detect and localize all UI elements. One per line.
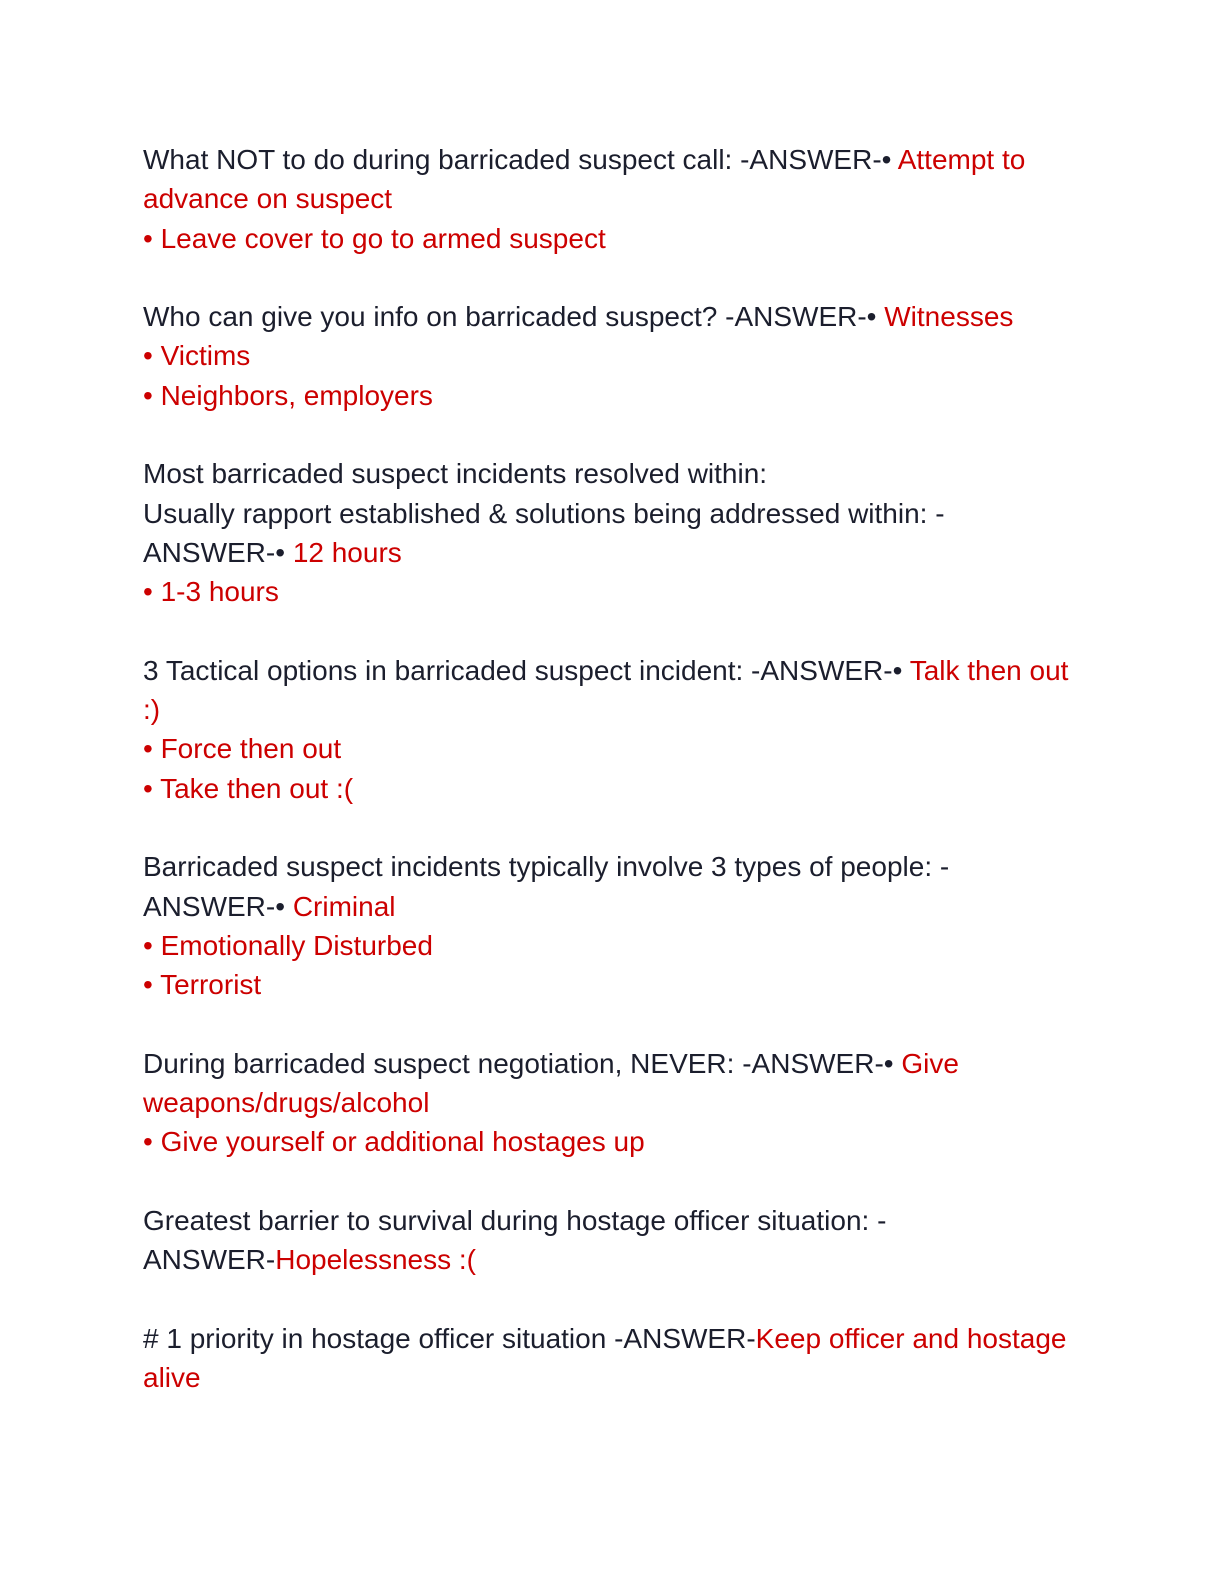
qa-item xyxy=(143,297,1083,415)
answer-bullet: • Take then out :( xyxy=(143,772,354,804)
answer-text: Keep officer and hostage alive xyxy=(143,1322,1067,1394)
answer-bullet: • Leave cover to go to armed suspect xyxy=(143,222,606,254)
document-page xyxy=(143,140,1083,1437)
question-text: Greatest barrier to survival during hostage officer situation: - xyxy=(143,1205,887,1237)
question-text: Barricaded suspect incidents typically involve 3 types of people: - xyxy=(143,851,950,883)
answer-bullet: • 1-3 hours xyxy=(143,576,279,608)
answer-separator: -ANSWER-• xyxy=(734,1047,902,1079)
qa-item xyxy=(143,651,1083,808)
answer-separator: ANSWER- xyxy=(143,1244,276,1276)
question-text: Who can give you info on barricaded suspect? xyxy=(143,301,718,333)
qa-item xyxy=(143,140,1083,258)
answer-text: Criminal xyxy=(292,890,396,922)
question-text: Usually rapport established & solutions being addressed within: - xyxy=(143,497,945,529)
question-text: During barricaded suspect negotiation, NEVER: xyxy=(143,1047,735,1079)
answer-bullet: • Neighbors, employers xyxy=(143,379,433,411)
answer-text: Hopelessness :( xyxy=(275,1244,476,1276)
answer-bullet: • Give yourself or additional hostages up xyxy=(143,1126,645,1158)
answer-bullet: • Force then out xyxy=(143,733,342,765)
answer-bullet: • Victims xyxy=(143,340,251,372)
answer-separator: -ANSWER-• xyxy=(743,654,910,686)
qa-item xyxy=(143,1044,1083,1162)
answer-text: Give weapons/drugs/alcohol xyxy=(143,1047,959,1119)
answer-separator: -ANSWER-• xyxy=(732,144,898,175)
answer-separator: ANSWER-• xyxy=(143,890,293,922)
answer-text: Witnesses xyxy=(884,301,1014,333)
answer-text: 12 hours xyxy=(292,536,402,568)
answer-bullet: • Terrorist xyxy=(143,969,262,1001)
answer-bullet: • Emotionally Disturbed xyxy=(143,929,433,961)
answer-separator: -ANSWER- xyxy=(606,1322,756,1354)
answer-separator: ANSWER-• xyxy=(143,536,293,568)
question-text: Most barricaded suspect incidents resolved within: xyxy=(143,458,768,490)
qa-item xyxy=(143,1201,1083,1280)
qa-item xyxy=(143,1319,1083,1398)
qa-item xyxy=(143,454,1083,611)
question-text: What NOT to do during barricaded suspect call: xyxy=(143,144,733,175)
answer-text: Attempt to advance on suspect xyxy=(143,144,1026,215)
question-text: # 1 priority in hostage officer situation xyxy=(143,1322,607,1354)
qa-item xyxy=(143,847,1083,1004)
answer-separator: -ANSWER-• xyxy=(717,301,885,333)
answer-text: Talk then out :) xyxy=(143,654,1069,726)
question-text: 3 Tactical options in barricaded suspect incident: xyxy=(143,654,744,686)
